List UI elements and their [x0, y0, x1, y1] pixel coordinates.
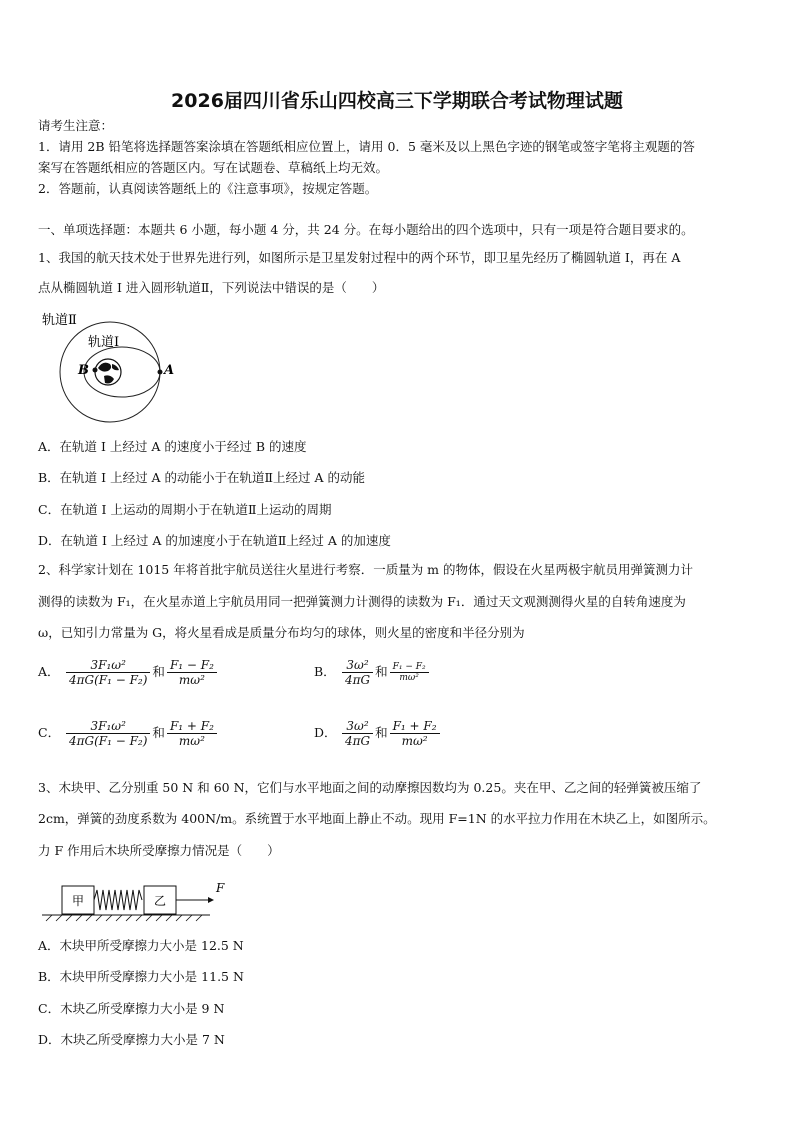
point-a-marker: [158, 370, 163, 375]
q2-option-b-label: B．: [314, 664, 336, 679]
earth-icon: [95, 359, 121, 385]
q1-option-a: A．在轨道 I 上经过 A 的速度小于经过 B 的速度: [38, 439, 307, 454]
block-jia-label: 甲: [71, 894, 85, 908]
q3-option-d: D．木块乙所受摩擦力大小是 7 N: [38, 1032, 225, 1047]
blocks-spring-diagram: [40, 878, 240, 922]
orbit-1-label: 轨道Ⅰ: [88, 335, 120, 350]
orbit-2-label: 轨道Ⅱ: [42, 313, 77, 328]
notice-heading: 请考生注意：: [38, 118, 114, 133]
q3-option-b: B．木块甲所受摩擦力大小是 11.5 N: [38, 969, 244, 984]
q2-option-a-radius: $\frac{\text{F₁ − F₂}}{\text{mω²}}$: [167, 658, 217, 687]
q2-option-d-label: D．: [314, 725, 337, 740]
q2-option-a-label: A．: [38, 664, 60, 679]
q2-stem-line-3: ω，已知引力常量为 G，将火星看成是质量分布均匀的球体，则火星的密度和半径分别为: [38, 625, 525, 640]
q2-option-b: B． $\frac{\text{3ω²}}{4\pi G}$ 和 $\frac{\text{F₁ − F₂}}{\text{mω²}}$: [314, 658, 429, 687]
notice-item-1-line-1: 1．请用 2B 铅笔将选择题答案涂填在答题纸相应位置上，请用 0．5 毫米及以上黑色字迹的钢笔或签字笔将主观题的答: [38, 139, 695, 154]
spring: [94, 890, 142, 910]
notice-item-1-line-2: 案写在答题纸相应的答题区内。写在试题卷、草稿纸上均无效。: [38, 160, 389, 175]
q2-option-d-radius: $\frac{\text{F₁ + F₂}}{\text{mω²}}$: [390, 719, 440, 748]
force-label: F: [216, 881, 225, 895]
q3-stem-line-2: 2cm，弹簧的劲度系数为 400N/m。系统置于水平地面上静止不动。现用 F=1N 的水平拉力作用在木块乙上，如图所示。: [38, 811, 716, 826]
q2-option-a: A． $\frac{\text{3F₁ω²}}{\text{4πG(F₁ − F₂)}}$ 和 $\frac{\text{F₁ − F₂}}{\text{mω²}}$: [38, 658, 217, 687]
q2-option-b-density: $\frac{\text{3ω²}}{4\pi G}$: [342, 658, 373, 687]
q2-option-d: D． $\frac{\text{3ω²}}{4\pi G}$ 和 $\frac{\text{F₁ + F₂}}{\text{mω²}}$: [314, 719, 440, 748]
point-b-marker: [93, 368, 98, 373]
q2-stem-line-1: 2、科学家计划在 1015 年将首批宇航员送往火星进行考察．一质量为 m 的物体，假设在火星两极宇航员用弹簧测力计: [38, 562, 694, 577]
point-a-label: A: [164, 363, 175, 378]
q1-option-b: B．在轨道 I 上经过 A 的动能小于在轨道Ⅱ上经过 A 的动能: [38, 470, 366, 485]
page-title: 2026届四川省乐山四校高三下学期联合考试物理试题: [171, 90, 623, 112]
q3-option-c: C．木块乙所受摩擦力大小是 9 N: [38, 1001, 225, 1016]
q1-stem-line-2: 点从椭圆轨道 I 进入圆形轨道Ⅱ，下列说法中错误的是（ ）: [38, 280, 385, 295]
q1-option-d: D．在轨道 I 上经过 A 的加速度小于在轨道Ⅱ上经过 A 的加速度: [38, 533, 391, 548]
q2-option-c-density: $\frac{\text{3F₁ω²}}{\text{4πG(F₁ − F₂)}}$: [66, 719, 150, 748]
q2-option-c-radius: $\frac{\text{F₁ + F₂}}{\text{mω²}}$: [167, 719, 217, 748]
q3-option-a: A．木块甲所受摩擦力大小是 12.5 N: [38, 938, 244, 953]
q3-stem-line-1: 3、木块甲、乙分别重 50 N 和 60 N，它们与水平地面之间的动摩擦因数均为 0.25。夹在甲、乙之间的轻弹簧被压缩了: [38, 780, 702, 795]
point-b-label: B: [78, 363, 89, 378]
q1-stem-line-1: 1、我国的航天技术处于世界先进行列，如图所示是卫星发射过程中的两个环节，即卫星先经历了椭圆轨道 I，再在 A: [38, 250, 681, 265]
q2-stem-line-2: 测得的读数为 F₁，在火星赤道上宇航员用同一把弹簧测力计测得的读数为 F₁．通过天文观测测得火星的自转角速度为: [38, 594, 686, 609]
ground-hatching: [46, 915, 202, 921]
block-yi-label: 乙: [153, 894, 167, 908]
q1-option-c: C．在轨道 I 上运动的周期小于在轨道Ⅱ上运动的周期: [38, 502, 332, 517]
section-1-heading: 一、单项选择题：本题共 6 小题，每小题 4 分，共 24 分。在每小题给出的四个选项中，只有一项是符合题目要求的。: [38, 222, 694, 237]
q2-option-b-radius: $\frac{\text{F₁ − F₂}}{\text{mω²}}$: [390, 662, 429, 683]
q2-option-d-density: $\frac{\text{3ω²}}{4\pi G}$: [342, 719, 373, 748]
orbit-diagram: [38, 306, 188, 426]
force-arrowhead: [208, 897, 214, 903]
notice-item-2: 2．答题前，认真阅读答题纸上的《注意事项》，按规定答题。: [38, 181, 378, 196]
q2-option-a-density: $\frac{\text{3F₁ω²}}{\text{4πG(F₁ − F₂)}}$: [66, 658, 150, 687]
q2-option-c: C． $\frac{\text{3F₁ω²}}{\text{4πG(F₁ − F₂)}}$ 和 $\frac{\text{F₁ + F₂}}{\text{mω²}}$: [38, 719, 217, 748]
q3-stem-line-3: 力 F 作用后木块所受摩擦力情况是（ ）: [38, 843, 280, 858]
q2-option-c-label: C．: [38, 725, 61, 740]
